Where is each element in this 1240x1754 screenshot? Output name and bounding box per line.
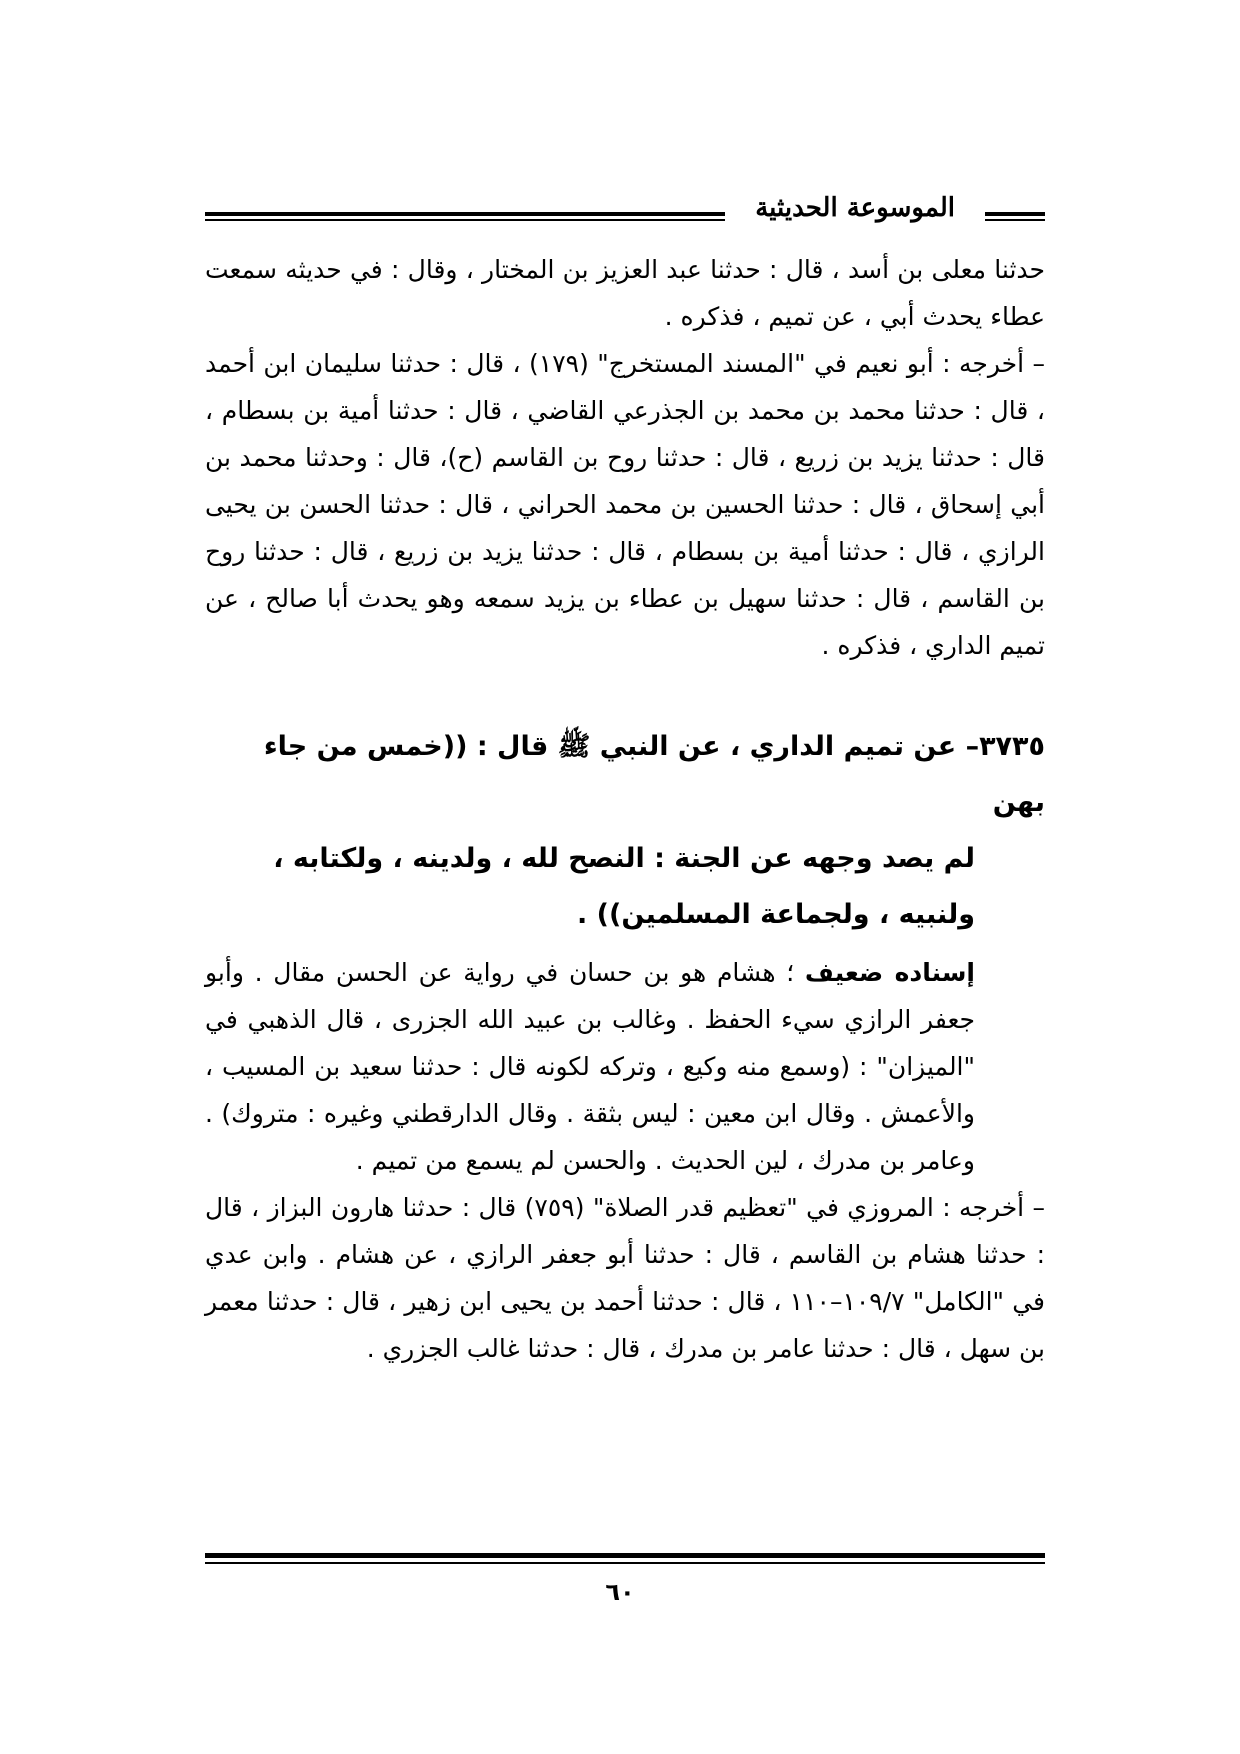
hadith-text [205,719,1045,943]
paragraph-2: – أخرجه : أبو نعيم في "المسند المستخرج" (١٧٩) ، قال : حدثنا سليمان ابن أحمد ، قال : حدثنا محمد بن محمد بن الجذرعي القاضي ، قال : حدثنا أمية بن بسطام ، قال : حدثنا يزيد بن زريع ، قال : حدثنا روح بن القاسم (ح)، قال : وحدثنا محمد بن أبي إسحاق ، قال : حدثنا الحسين بن محمد الحراني ، قال : حدثنا الحسن بن يحيى الرازي ، قال : حدثنا أمية بن بسطام ، قال : حدثنا يزيد بن زريع ، قال : حدثنا روح بن القاسم ، قال : حدثنا سهيل بن عطاء بن يزيد سمعه وهو يحدث أبا صالح ، عن تميم الداري ، فذكره . [205,349,1045,660]
header-rule-right-thin [985,219,1045,221]
page-number: ٦٠ [605,1578,635,1606]
header-rule-left-thin [205,219,725,221]
isnad-label: إسناده ضعيف [804,958,975,987]
footer-rule [205,1553,1045,1573]
paragraph-1: حدثنا معلى بن أسد ، قال : حدثنا عبد العزيز بن المختار ، وقال : في حديثه سمعت عطاء يحدث أبي ، عن تميم ، فذكره . [205,255,1045,331]
header-title: الموسوعة الحديثية [755,193,955,223]
header-rule-right [985,212,1045,216]
page-body [205,246,1045,1372]
hadith-continuation: لم يصد وجهه عن الجنة : النصح لله ، ولدينه ، ولكتابه ، ولنبيه ، ولجماعة المسلمين)) . [273,843,975,930]
running-header [205,190,1045,230]
header-rule-left [205,212,725,216]
takhrij-paragraph: – أخرجه : المروزي في "تعظيم قدر الصلاة" (٧٥٩) قال : حدثنا هارون البزاز ، قال : حدثنا هشام بن القاسم ، قال : حدثنا أبو جعفر الرازي ، عن هشام . وابن عدي في "الكامل" ١٠٩/٧–١١٠ ، قال : حدثنا أحمد بن يحيى ابن زهير ، قال : حدثنا معمر بن سهل ، قال : حدثنا عامر بن مدرك ، قال : حدثنا غالب الجزري . [205,1193,1045,1363]
isnad-paragraph [205,949,1045,1184]
isnad-text: ؛ هشام هو بن حسان في رواية عن الحسن مقال . وأبو جعفر الرازي سيء الحفظ . وغالب بن عبيد الله الجزرى ، قال الذهبي في "الميزان" : (وسمع منه وكيع ، وتركه لكونه قال : حدثنا سعيد بن المسيب ، والأعمش . وقال ابن معين : ليس بثقة . وقال الدارقطني وغيره : متروك) . وعامر بن مدرك ، لين الحديث . والحسن لم يسمع من تميم . [205,958,975,1175]
hadith-first-line: ٣٧٣٥– عن تميم الداري ، عن النبي ﷺ قال : ((خمس من جاء بهن [263,731,1045,818]
